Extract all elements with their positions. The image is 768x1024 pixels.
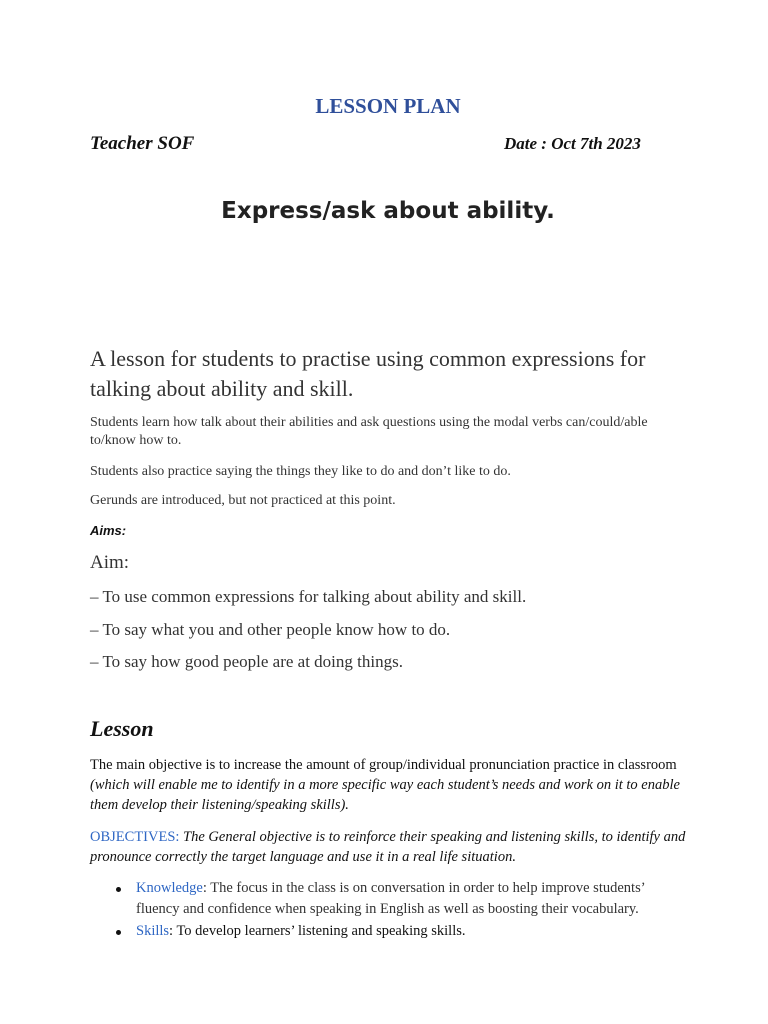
intro-paragraph: Gerunds are introduced, but not practiced at this point.: [90, 493, 396, 508]
main-objective-paragraph: [90, 755, 690, 815]
knowledge-text: : The focus in the class is on conversation in order to help improve students’ fluency and confidence when speaking in English as well as boosting their vocabulary.: [136, 880, 645, 917]
intro-paragraph: Students also practice saying the things they like to do and don’t like to do.: [90, 464, 511, 479]
intro-heading: A lesson for students to practise using common expressions for talking about ability and skill.: [90, 346, 646, 401]
main-objective-text: The main objective is to increase the amount of group/individual pronunciation practice in classroom: [90, 757, 677, 773]
list-item: [110, 878, 690, 920]
objectives-text: The General objective is to reinforce their speaking and listening skills, to identify and pronounce correctly the target language and use it in a real life situation.: [90, 829, 686, 865]
objectives-label: OBJECTIVES:: [90, 829, 180, 845]
skills-text: : To develop learners’ listening and speaking skills.: [169, 923, 466, 939]
knowledge-label: Knowledge: [136, 880, 203, 896]
skills-label: Skills: [136, 923, 170, 939]
objectives-list: [110, 878, 690, 943]
aims-label: Aims:: [90, 523, 127, 538]
aim-title: Aim:: [90, 552, 130, 573]
list-item: [110, 921, 690, 942]
objectives-paragraph: [90, 827, 690, 867]
lesson-topic-heading: Express/ask about ability.: [221, 198, 555, 224]
aim-item: – To say how good people are at doing things.: [90, 652, 403, 671]
lesson-heading: Lesson: [90, 716, 154, 741]
document-title: LESSON PLAN: [315, 94, 461, 118]
aim-item: – To say what you and other people know how to do.: [90, 620, 451, 639]
main-objective-note: (which will enable me to identify in a more specific way each student’s needs and work on it to enable them develop their listening/speaking skills).: [90, 777, 680, 813]
aim-item: – To use common expressions for talking about ability and skill.: [90, 587, 527, 606]
bullet-dot: [116, 887, 121, 892]
bullet-dot: [116, 930, 121, 935]
lesson-date: Date : Oct 7th 2023: [504, 134, 641, 153]
teacher-name: Teacher SOF: [90, 133, 195, 154]
intro-paragraph: Students learn how talk about their abilities and ask questions using the modal verbs can/could/able to/know how to.: [90, 415, 648, 448]
